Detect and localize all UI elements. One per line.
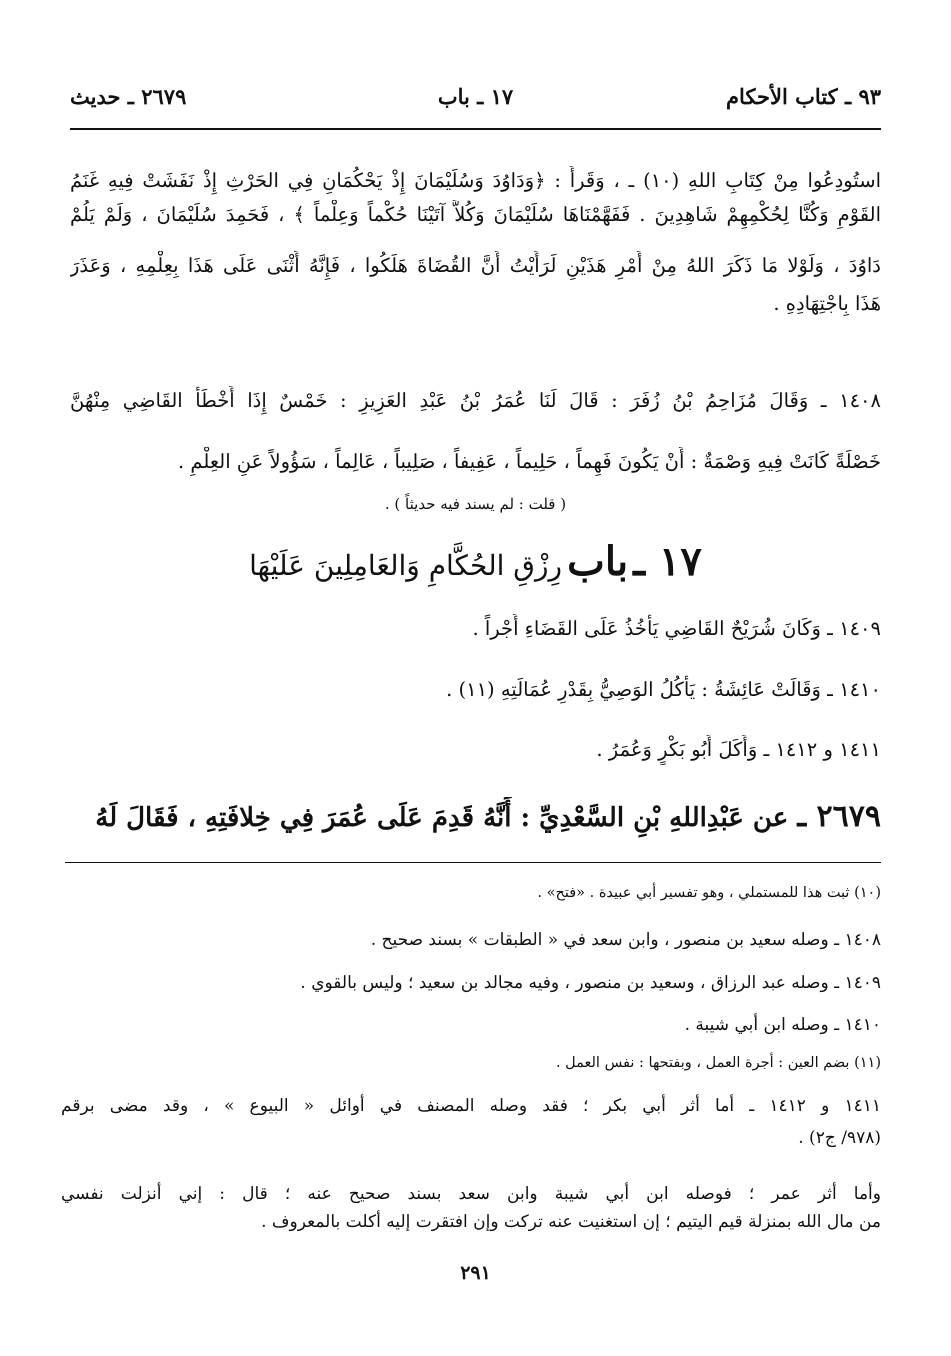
footnote-umar: وأما أثر عمر ؛ فوصله ابن أبي شيبة وابن سعد بسند صحيح عنه ؛ قال : إني أنزلت نفسي [61,1184,881,1204]
header-chapter: ١٧ ـ باب [437,84,514,109]
editor-note: ( قلت : لم يسند فيه حديثاً ) . [384,495,567,513]
header-rule [70,128,881,130]
hadith-2679 [70,797,881,838]
body-line: هَذَا بِاجْتِهَادِهِ . [773,292,881,315]
chapter-title: رِزْقِ الحُكَّامِ وَالعَامِلِينَ عَلَيْهَا [249,549,563,582]
footnote-10: (١٠) ثبت هذا للمستملي ، وهو تفسير أبي عبيدة . «فتح» . [537,885,881,901]
body-line: دَاوُدَ ، وَلَوْلا مَا ذَكَرَ اللهُ مِنْ أَمْرِ هَذَيْنِ لَرَأَيْتُ أَنَّ القُضَاةَ هَلَكُوا ، فَإِنَّهُ أَثْنَى عَلَى هَذَا بِعِلْمِهِ ، وَعَذَرَ [70,254,881,277]
narration-1408: ١٤٠٨ ـ وَقَالَ مُزَاحِمُ بْنُ زُفَرَ : قَالَ لَنَا عُمَرُ بْنُ عَبْدِ العَزِيزِ : خَمْسٌ إِذَا أَخْطَأَ القَاضِي مِنْهُنَّ [70,389,881,412]
running-header [70,78,881,118]
chapter-heading [0,538,951,585]
footnote-1410: ١٤١٠ ـ وصله ابن أبي شيبة . [684,1015,881,1035]
header-book-title: ٩٣ ـ كتاب الأحكام [726,84,881,109]
footnote-1409: ١٤٠٩ ـ وصله عبد الرزاق ، وسعيد بن منصور ، وفيه مجالد بن سعيد ؛ وليس بالقوي . [300,973,881,993]
footnote-1411-1412: ١٤١١ و ١٤١٢ ـ أما أثر أبي بكر ؛ فقد وصله المصنف في أوائل « البيوع » ، وقد مضى برقم [61,1096,881,1116]
page-number: ٢٩١ [460,1262,491,1284]
header-hadith-number: ٢٦٧٩ ـ حديث [70,84,187,109]
footnote-1408: ١٤٠٨ ـ وصله سعيد بن منصور ، وابن سعد في « الطبقات » بسند صحيح . [370,930,881,950]
body-line: استُودِعُوا مِنْ كِتَابِ اللهِ (١٠) ـ ، وَقَرأَ : ﴿وَدَاوُدَ وَسُلَيْمَانَ إِذْ يَحْكُمَانِ فِي الحَرْثِ إِذْ نَفَشَتْ فِيهِ غَنَمُ [70,169,881,192]
chapter-word: باب [567,538,629,585]
narration-1408-cont: خَصْلَةً كَانَتْ فِيهِ وَصْمَةٌ : أَنْ يَكُونَ فَهِماً ، حَلِيماً ، عَفِيفاً ، صَلِيباً ، عَالِماً ، سَؤُولاً عَنِ العِلْمِ . [178,450,881,473]
narration-1409: ١٤٠٩ ـ وَكَانَ شُرَيْحٌ القَاضِي يَأْخُذُ عَلَى القَضَاءِ أَجْراً . [472,617,881,640]
body-line: القَوْمِ وَكُنَّا لِحُكْمِهِمْ شَاهِدِينَ . فَفَهَّمْنَاهَا سُلَيْمَانَ وَكُلاًّ آتَيْنَا حُكْماً وَعِلْماً ﴾ ، فَحَمِدَ سُلَيْمَانَ ، وَلَمْ يَلُمْ [70,203,881,226]
footnote-1411-1412-ref: (٩٧٨/ ج٢) . [798,1128,881,1148]
footnote-umar-cont: من مال الله بمنزلة قيم اليتيم ؛ إن استغنيت عنه تركت وإن افتقرت إليه أكلت بالمعروف . [261,1212,881,1232]
footnote-rule [65,862,881,864]
narration-1411-1412: ١٤١١ و ١٤١٢ ـ وَأَكَلَ أَبُو بَكْرٍ وَعُمَرُ . [596,738,881,761]
footnote-11: (١١) بضم العين : أجرة العمل ، وبفتحها : نفس العمل . [555,1055,881,1071]
chapter-number: ١٧ ـ [633,538,702,585]
hadith-text: عن عَبْدِاللهِ بْنِ السَّعْدِيِّ : أَنَّهُ قَدِمَ عَلَى عُمَرَ فِي خِلافَتِهِ ، فَقَالَ لَهُ [95,803,789,833]
hadith-number: ٢٦٧٩ ـ [797,799,881,834]
narration-1410: ١٤١٠ ـ وَقَالَتْ عَائِشَةُ : يَأْكُلُ الوَصِيُّ بِقَدْرِ عُمَالَتِهِ (١١) . [446,678,881,701]
